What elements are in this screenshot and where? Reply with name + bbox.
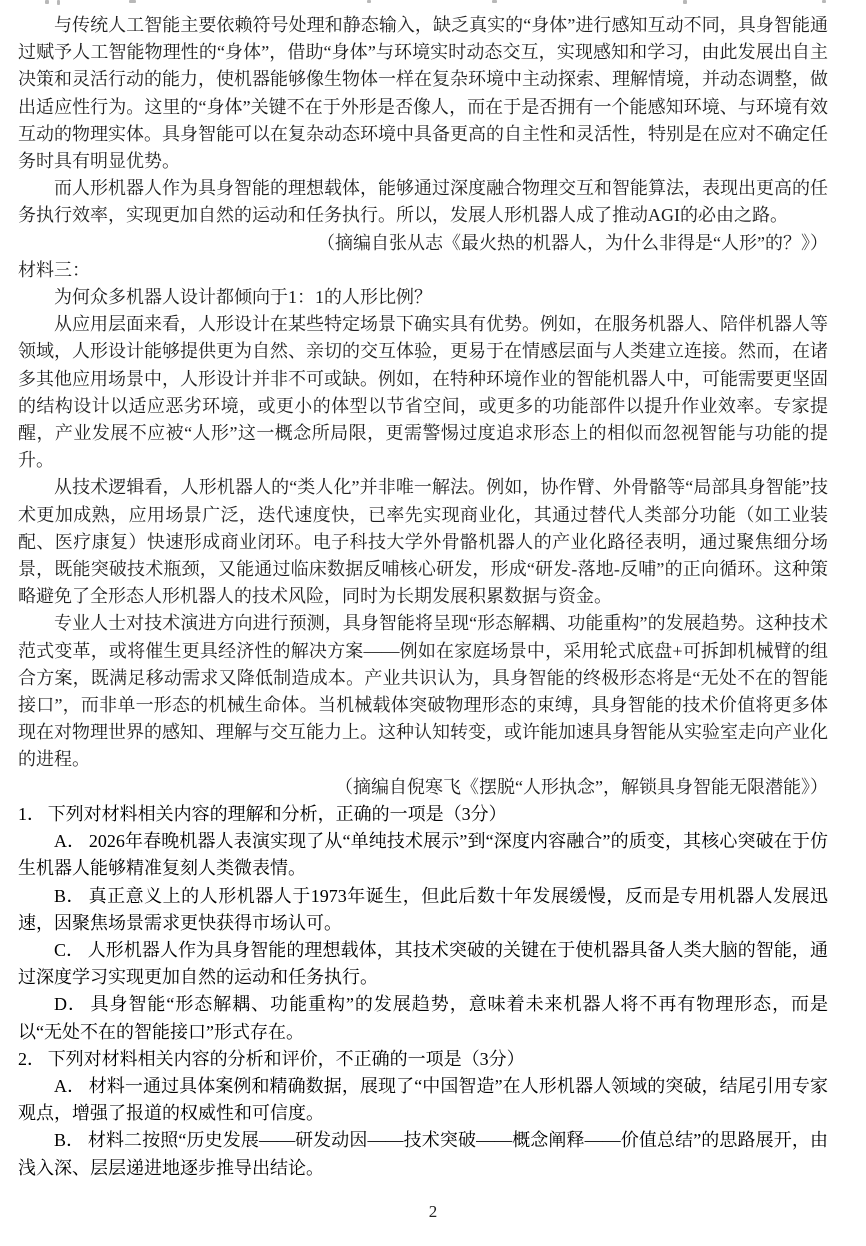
question-1-option-B	[18, 883, 828, 937]
question-stem-text: 下列对材料相关内容的理解和分析，正确的一项是	[47, 803, 444, 824]
question-points: （3分）	[461, 1048, 525, 1069]
option-text: 2026年春晚机器人表演实现了从“单纯技术展示”到“深度内容融合”的质变，其核心突破在于仿生机器人能够精准复刻人类微表情。	[18, 831, 829, 879]
option-text: 材料一通过具体案例和精确数据，展现了“中国智造”在人形机器人领域的突破，结尾引用专家观点，增强了报道的权威性和可信度。	[18, 1075, 829, 1124]
scan-artifact	[683, 0, 687, 4]
option-label: A．	[54, 1075, 86, 1096]
source-attribution: （摘编自张从志《最火热的机器人，为什么非得是“人形”的？》）	[317, 232, 828, 253]
question-number: 1．	[18, 803, 45, 824]
scan-artifact	[822, 0, 826, 3]
question-points: （3分）	[443, 803, 507, 824]
source-attribution: （摘编自倪寒飞《摆脱“人形执念”，解锁具身智能无限潜能》）	[335, 776, 828, 797]
scan-artifact	[492, 0, 497, 3]
scan-artifact	[57, 0, 60, 5]
question-1-option-D	[18, 991, 828, 1045]
passage-paragraph: 与传统人工智能主要依赖符号处理和静态输入，缺乏真实的“身体”进行感知互动不同，具身智能通过赋予人工智能物理性的“身体”，借助“身体”与环境实时动态交互，实现感知和学习，由此发展出自主决策和灵活行动的能力，使机器能够像生物体一样在复杂环境中主动探索、理解情境，并动态调整，做出适应性行为。这里的“身体”关键不在于外形是否像人，而在于是否拥有一个能感知环境、与环境有效互动的物理实体。具身智能可以在复杂动态环境中具备更高的自主性和灵活性，特别是在应对不确定任务时具有明显优势。	[18, 15, 828, 172]
option-text: 真正意义上的人形机器人于1973年诞生，但此后数十年发展缓慢，反而是专用机器人发展迅速，因聚焦场景需求更快获得市场认可。	[18, 885, 828, 933]
question-1-option-C	[18, 937, 828, 991]
option-label: B．	[54, 1130, 85, 1151]
document-body	[18, 12, 828, 1182]
option-label: A．	[54, 831, 86, 852]
question-1	[18, 801, 828, 1046]
question-2	[18, 1046, 828, 1182]
question-2-stem	[18, 1046, 828, 1073]
question-stem-text: 下列对材料相关内容的分析和评价，不正确的一项是	[47, 1048, 462, 1069]
scan-artifact	[45, 0, 49, 4]
option-text: 具身智能“形态解耦、功能重构”的发展趋势，意味着未来机器人将不再有物理形态，而是以“无处不在的智能接口”形式存在。	[18, 994, 829, 1042]
option-text: 材料二按照“历史发展——研发动因——技术突破——概念阐释——价值总结”的思路展开，由浅入深、层层递进地逐步推导出结论。	[18, 1130, 828, 1178]
passage-paragraph: 专业人士对技术演进方向进行预测，具身智能将呈现“形态解耦、功能重构”的发展趋势。这种技术范式变革，或将催生更具经济性的解决方案——例如在家庭场景中，采用轮式底盘+可拆卸机械臂的组合方案，既满足移动需求又降低制造成本。产业共识认为，具身智能的终极形态将是“无处不在的智能接口”，而非单一形态的机械生命体。当机械载体突破物理形态的束缚，具身智能的技术价值将更多体现在对物理世界的感知、理解与交互能力上。这种认知转变，或许能加速具身智能从实验室走向产业化的进程。	[18, 613, 828, 770]
question-1-stem	[18, 801, 828, 828]
option-label: D．	[54, 994, 87, 1015]
material-two-passage	[18, 12, 828, 257]
option-label: B．	[54, 885, 86, 906]
option-text: 人形机器人作为具身智能的理想载体，其技术突破的关键在于使机器具备人类大脑的智能，通过深度学习实现更加自然的运动和任务执行。	[18, 939, 828, 988]
passage-paragraph: 而人形机器人作为具身智能的理想载体，能够通过深度融合物理交互和智能算法，表现出更高的任务执行效率，实现更加自然的运动和任务执行。所以，发展人形机器人成了推动AGI的必由之路。	[18, 178, 828, 226]
question-1-option-A	[18, 828, 828, 882]
passage-lead-question: 为何众多机器人设计都倾向于1：1的人形比例？	[54, 287, 432, 308]
page-number: 2	[428, 1202, 438, 1221]
material-three-heading: 材料三：	[18, 259, 90, 280]
material-three-passage	[18, 257, 828, 801]
passage-paragraph: 从技术逻辑看，人形机器人的“类人化”并非唯一解法。例如，协作臂、外骨骼等“局部具身智能”技术更加成熟，应用场景广泛，迭代速度快，已率先实现商业化，其通过替代人类部分功能（如工业装配、医疗康复）快速形成商业闭环。电子科技大学外骨骼机器人的产业化路径表明，通过聚焦细分场景，既能突破技术瓶颈，又能通过临床数据反哺核心研发，形成“研发-落地-反哺”的正向循环。这种策略避免了全形态人形机器人的技术风险，同时为长期发展积累数据与资金。	[18, 477, 828, 607]
passage-paragraph: 从应用层面来看，人形设计在某些特定场景下确实具有优势。例如，在服务机器人、陪伴机器人等领域，人形设计能够提供更为自然、亲切的交互体验，更易于在情感层面与人类建立连接。然而，在诸多其他应用场景中，人形设计并非不可或缺。例如，在特种环境作业的智能机器人中，可能需要更坚固的结构设计以适应恶劣环境，或更小的体型以节省空间，或更多的功能部件以提升作业效率。专家提醒，产业发展不应被“人形”这一概念所局限，更需警惕过度追求形态上的相似而忽视智能与功能的提升。	[18, 314, 828, 471]
scan-artifact	[129, 0, 136, 3]
option-label: C．	[54, 939, 85, 960]
scan-artifact	[367, 0, 371, 3]
question-number: 2．	[18, 1048, 45, 1069]
question-2-option-A	[18, 1073, 828, 1127]
page-footer	[0, 1198, 866, 1225]
question-2-option-B	[18, 1127, 828, 1181]
